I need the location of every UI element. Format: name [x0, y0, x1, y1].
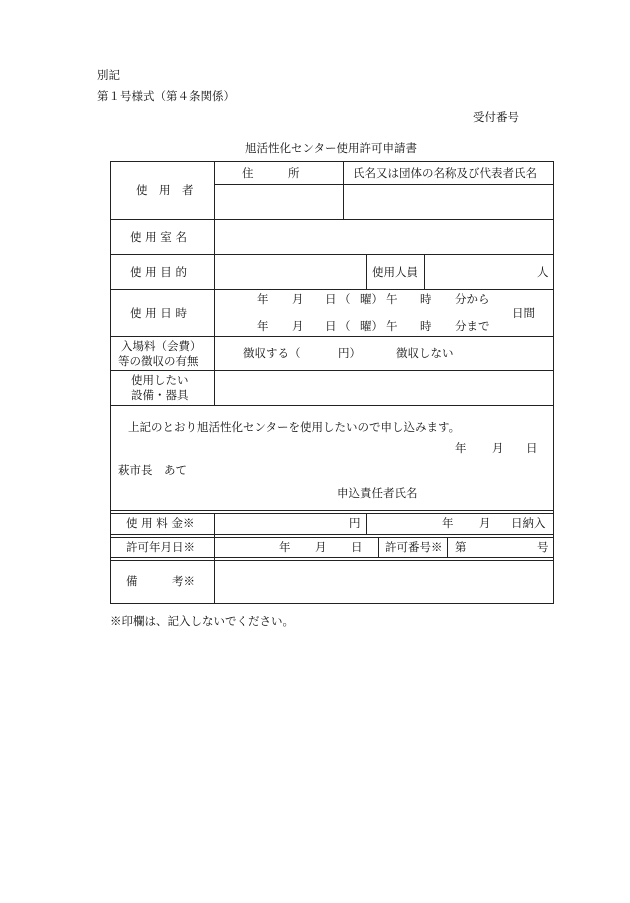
room-field[interactable]	[215, 220, 552, 253]
datetime-label: 使 用 日 時	[130, 306, 187, 320]
days-label: 日間	[512, 306, 535, 320]
permit-number-suffix: 号	[537, 540, 549, 554]
remarks-field[interactable]	[215, 561, 552, 602]
footnote: ※印欄は、記入しないでください。	[110, 614, 294, 628]
people-field[interactable]	[425, 255, 535, 288]
from-day: 日	[325, 292, 337, 306]
responsible-name-label: 申込責任者氏名	[337, 486, 418, 500]
from-year: 年	[257, 292, 269, 306]
address-label: 住 所	[242, 166, 300, 180]
equipment-label-line1: 使用したい	[131, 373, 189, 387]
addressee: 萩市長 あて	[118, 463, 187, 477]
form-title: 旭活性化センター使用許可申請書	[245, 141, 418, 155]
collect-yen-close: 円）	[338, 346, 361, 360]
applicant-label: 使 用 者	[136, 183, 194, 197]
equipment-field[interactable]	[215, 371, 552, 404]
permit-month: 月	[315, 540, 327, 554]
to-minute-label: 分まで	[455, 319, 490, 333]
from-am: 午	[386, 292, 398, 306]
from-weekday-open: （	[339, 292, 351, 306]
fee-label-line2: 等の徴収の有無	[118, 354, 199, 368]
paid-year: 年	[442, 516, 454, 530]
purpose-field[interactable]	[215, 255, 365, 288]
name-label: 氏名又は団体の名称及び代表者氏名	[353, 166, 537, 180]
from-weekday-close: 曜）	[360, 292, 383, 306]
name-field[interactable]	[344, 185, 552, 218]
from-hour: 時	[420, 292, 432, 306]
to-year: 年	[257, 319, 269, 333]
from-month: 月	[292, 292, 304, 306]
purpose-label: 使 用 目 的	[130, 265, 187, 279]
statement-year: 年	[455, 441, 467, 455]
statement-month: 月	[492, 441, 504, 455]
fee-label-line1: 入場料（会費）	[121, 339, 202, 353]
to-day: 日	[325, 319, 337, 333]
to-weekday-open: （	[339, 319, 351, 333]
equipment-label-line2: 設備・器具	[131, 388, 189, 402]
paid-day-label: 日納入	[511, 516, 546, 530]
address-field[interactable]	[215, 185, 342, 218]
permit-date-label: 許可年月日※	[126, 540, 195, 554]
people-unit: 人	[537, 265, 549, 279]
statement-text: 上記のとおり旭活性化センターを使用したいので申し込みます。	[128, 420, 461, 434]
permit-year: 年	[279, 540, 291, 554]
no-collect-option[interactable]: 徴収しない	[396, 346, 454, 360]
collect-option[interactable]: 徴収する（	[243, 346, 301, 360]
to-month: 月	[292, 319, 304, 333]
form-number: 第１号様式（第４条関係）	[97, 89, 235, 103]
to-weekday-close: 曜）	[360, 319, 383, 333]
usage-fee-label: 使 用 料 金※	[126, 516, 195, 530]
from-minute-label: 分から	[455, 292, 490, 306]
usage-fee-yen: 円	[349, 516, 361, 530]
permit-number-label: 許可番号※	[385, 540, 443, 554]
permit-day: 日	[351, 540, 363, 554]
statement-day: 日	[526, 441, 538, 455]
people-label: 使用人員	[372, 265, 418, 279]
permit-number-prefix: 第	[455, 540, 467, 554]
receipt-number-label: 受付番号	[473, 110, 519, 124]
paid-month: 月	[479, 516, 491, 530]
remarks-label: 備 考※	[126, 574, 195, 588]
room-label: 使 用 室 名	[130, 230, 187, 244]
to-hour: 時	[420, 319, 432, 333]
attachment-label: 別記	[97, 68, 120, 82]
to-am: 午	[386, 319, 398, 333]
